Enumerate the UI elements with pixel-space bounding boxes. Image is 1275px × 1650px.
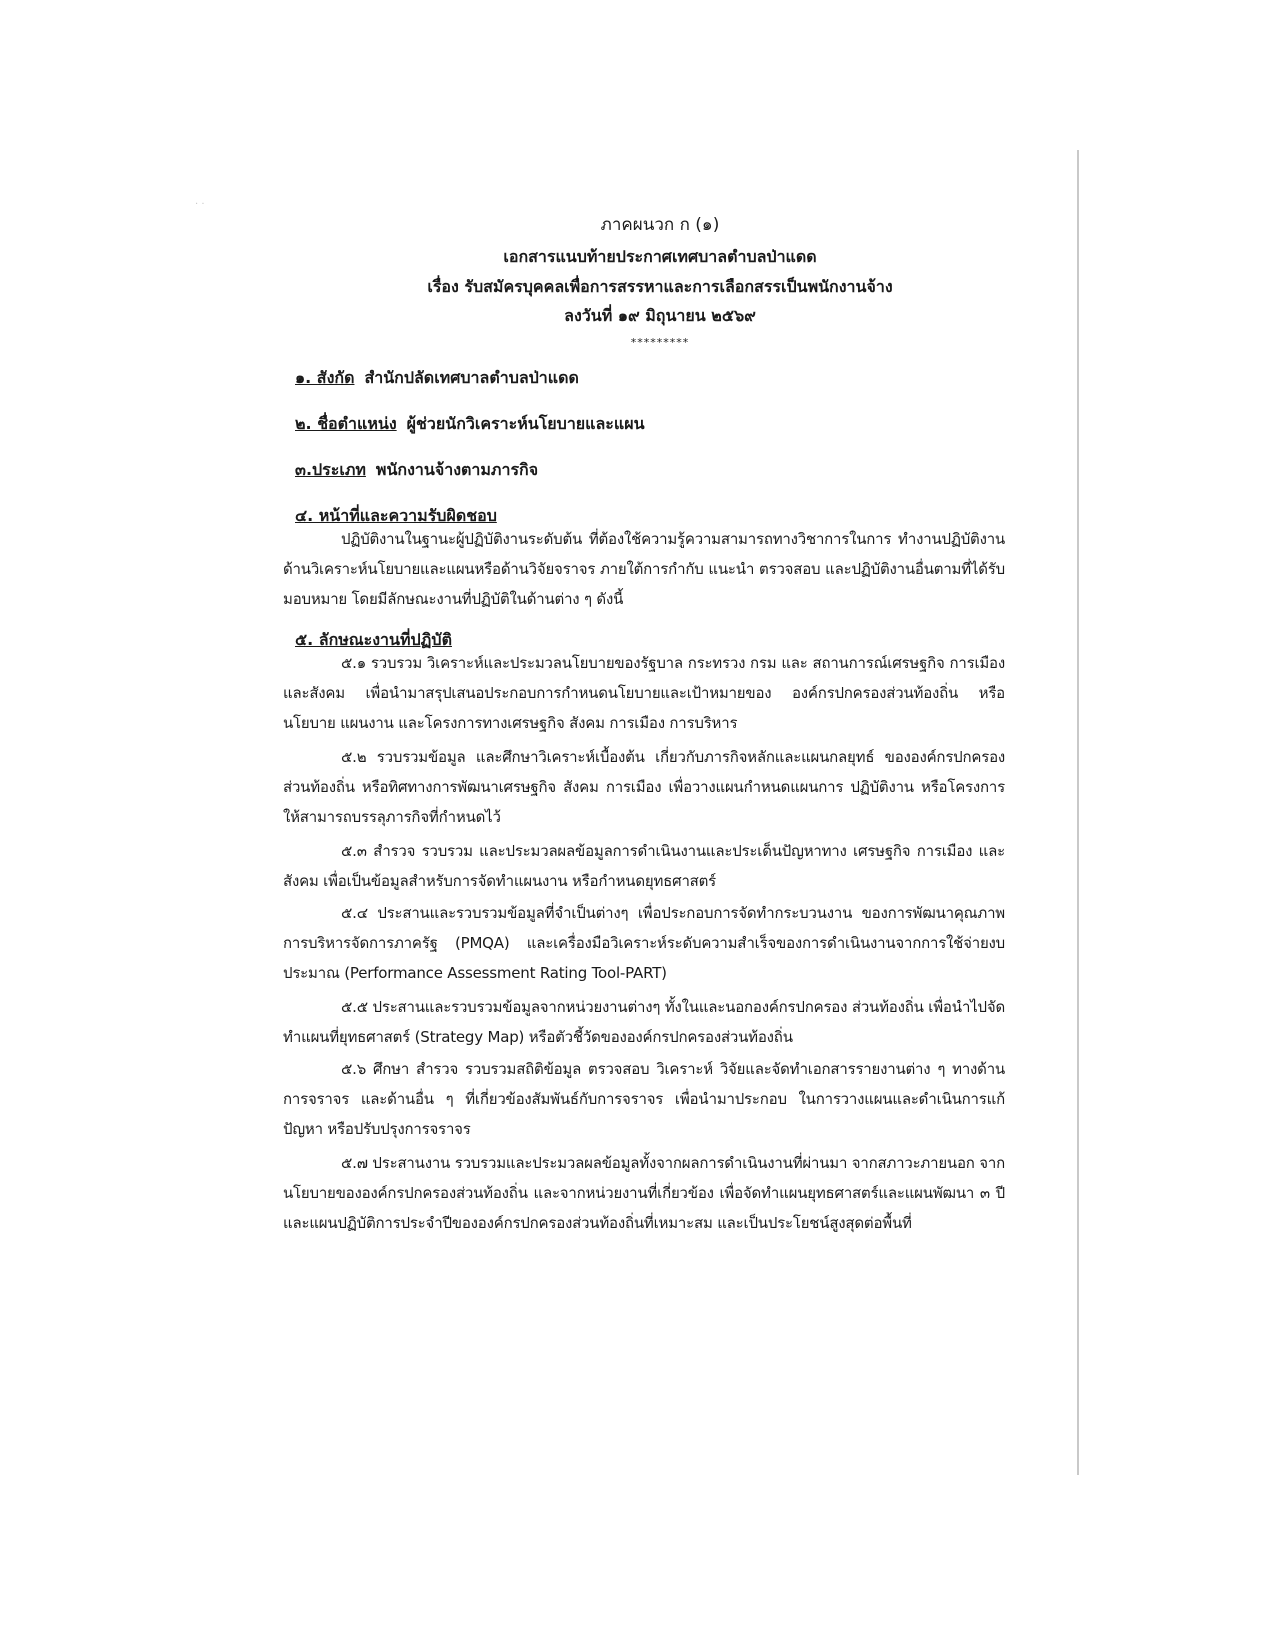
affiliation-item — [295, 366, 579, 390]
attachment-line: เอกสารแนบท้ายประกาศเทศบาลตำบลป่าแดด — [503, 247, 817, 266]
work-item-5-6: ๕.๖ ศึกษา สำรวจ รวบรวมสถิติข้อมูล ตรวจสอบ วิเคราะห์ วิจัยและจัดทำเอกสารรายงานต่าง ๆ ทางด้านการจราจร และด้านอื่น ๆ ที่เกี่ยวข้องสัมพันธ์กับการจราจร เพื่อนำมาประกอบ ในการวางแผนและดำเนินการแก้ปัญหา หรือปรับปรุงการจราจร — [283, 1060, 1005, 1138]
appendix-title: ภาคผนวก ก (๑) — [600, 215, 720, 235]
work-item-5-2: ๕.๒ รวบรวมข้อมูล และศึกษาวิเคราะห์เบื้องต้น เกี่ยวกับภารกิจหลักและแผนกลยุทธ์ ขององค์กรปกครองส่วนท้องถิ่น หรือทิศทางการพัฒนาเศรษฐกิจ สังคม การเมือง เพื่อวางแผนกำหนดแผนการ ปฏิบัติงาน หรือโครงการให้สามารถบรรลุภารกิจที่กำหนดไว้ — [283, 748, 1005, 826]
work-item-5-1: ๕.๑ รวบรวม วิเคราะห์และประมวลนโยบายของรัฐบาล กระทรวง กรม และ สถานการณ์เศรษฐกิจ การเมือง และสังคม เพื่อนำมาสรุปเสนอประกอบการกำหนดนโยบายและเป้าหมายของ องค์กรปกครองส่วนท้องถิ่น หรือนโยบาย แผนงาน และโครงการทางเศรษฐกิจ สังคม การเมือง การบริหาร — [283, 654, 1005, 732]
header-separator: ********* — [630, 336, 690, 349]
type-value: พนักงานจ้างตามภารกิจ — [375, 460, 539, 479]
scan-artifact: · · — [195, 199, 205, 210]
work-heading: ๕. ลักษณะงานที่ปฏิบัติ — [295, 630, 452, 649]
position-item — [295, 412, 645, 436]
affiliation-value: สำนักปลัดเทศบาลตำบลป่าแดด — [364, 368, 579, 387]
position-label: ๒. ชื่อตำแหน่ง — [295, 414, 397, 433]
work-item-5-3: ๕.๓ สำรวจ รวบรวม และประมวลผลข้อมูลการดำเนินงานและประเด็นปัญหาทาง เศรษฐกิจ การเมือง และสังคม เพื่อเป็นข้อมูลสำหรับการจัดทำแผนงาน หรือกำหนดยุทธศาสตร์ — [283, 842, 1005, 890]
type-item — [295, 458, 538, 482]
affiliation-label: ๑. สังกัด — [295, 368, 355, 387]
duties-heading: ๔. หน้าที่และความรับผิดชอบ — [295, 506, 497, 525]
position-value: ผู้ช่วยนักวิเคราะห์นโยบายและแผน — [406, 414, 645, 433]
date-line: ลงวันที่ ๑๙ มิถุนายน ๒๕๖๙ — [564, 306, 756, 325]
duties-paragraph: ปฏิบัติงานในฐานะผู้ปฏิบัติงานระดับต้น ที่ต้องใช้ความรู้ความสามารถทางวิชาการในการ ทำงานปฏิบัติงานด้านวิเคราะห์นโยบายและแผนหรือด้านวิจัยจราจร ภายใต้การกำกับ แนะนำ ตรวจสอบ และปฏิบัติงานอื่นตามที่ได้รับมอบหมาย โดยมีลักษณะงานที่ปฏิบัติในด้านต่าง ๆ ดังนี้ — [283, 530, 1005, 608]
work-item-5-5: ๕.๕ ประสานและรวบรวมข้อมูลจากหน่วยงานต่างๆ ทั้งในและนอกองค์กรปกครอง ส่วนท้องถิ่น เพื่อนำไปจัดทำแผนที่ยุทธศาสตร์ (Strategy Map) หรือตัวชี้วัดขององค์กรปกครองส่วนท้องถิ่น — [283, 998, 1005, 1046]
type-label: ๓.ประเภท — [295, 460, 366, 479]
work-item-5-4: ๕.๔ ประสานและรวบรวมข้อมูลที่จำเป็นต่างๆ เพื่อประกอบการจัดทำกระบวนงาน ของการพัฒนาคุณภาพการบริหารจัดการภาครัฐ (PMQA) และเครื่องมือวิเคราะห์ระดับความสำเร็จของการดำเนินงานจากการใช้จ่ายงบประมาณ (Performance Assessment Rating Tool-PART) — [283, 904, 1005, 982]
work-item-5-7: ๕.๗ ประสานงาน รวบรวมและประมวลผลข้อมูลทั้งจากผลการดำเนินงานที่ผ่านมา จากสภาวะภายนอก จากนโยบายขององค์กรปกครองส่วนท้องถิ่น และจากหน่วยงานที่เกี่ยวข้อง เพื่อจัดทำแผนยุทธศาสตร์และแผนพัฒนา ๓ ปีและแผนปฏิบัติการประจำปีขององค์กรปกครองส่วนท้องถิ่นที่เหมาะสม และเป็นประโยชน์สูงสุดต่อพื้นที่ — [283, 1154, 1005, 1232]
subject-line: เรื่อง รับสมัครบุคคลเพื่อการสรรหาและการเลือกสรรเป็นพนักงานจ้าง — [427, 277, 893, 296]
